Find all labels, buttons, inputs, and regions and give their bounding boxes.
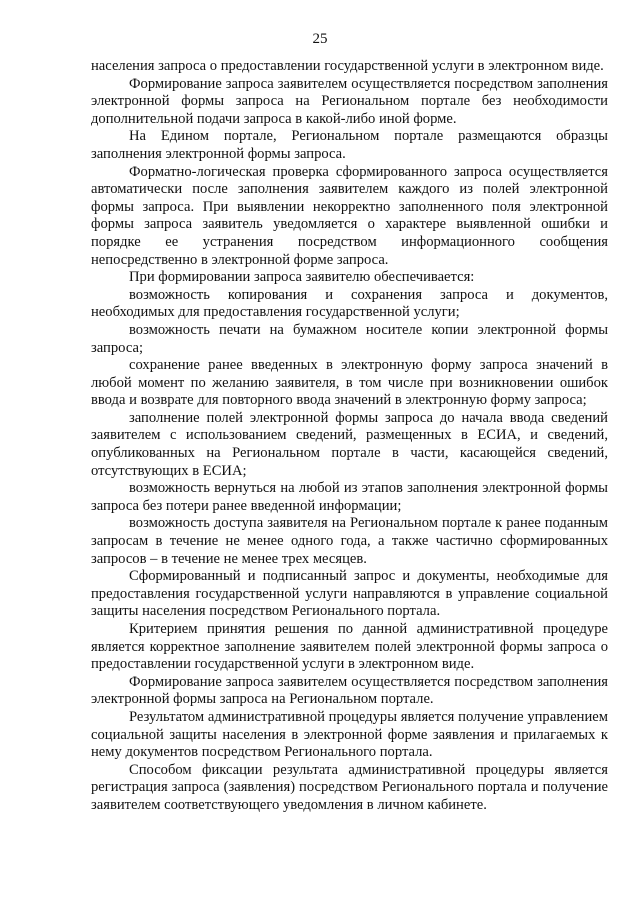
document-body	[91, 58, 608, 815]
paragraph: При формировании запроса заявителю обеспечивается:	[129, 269, 475, 286]
list-item: возможность печати на бумажном носителе копии электронной формы запроса;	[91, 321, 608, 356]
paragraph: На Едином портале, Региональном портале размещаются образцы заполнения электронной формы запроса.	[91, 128, 608, 162]
paragraph: населения запроса о предоставлении государственной услуги в электронном виде.	[91, 58, 604, 74]
paragraph: Формирование запроса заявителем осуществляется посредством заполнения электронной формы запроса на Региональном портале.	[91, 673, 608, 708]
list-item: возможность копирования и сохранения запроса и документов, необходимых для предоставления государственной услуги;	[91, 286, 608, 321]
list-item: возможность доступа заявителя на Региональном портале к ранее поданным запросам в течение не менее одного года, а также частично сформированных запросов – в течение не менее трех месяцев.	[91, 515, 608, 567]
paragraph: Сформированный и подписанный запрос и документы, необходимые для предоставления государственной услуги направляются в управление социальной защиты населения посредством Регионального портала.	[91, 568, 608, 620]
list-item: заполнение полей электронной формы запроса до начала ввода сведений заявителем с использованием сведений, размещенных в ЕСИА, и сведений, опубликованных на Региональном портале в части, касающейся сведений, отсутствующих в ЕСИА;	[91, 409, 608, 479]
paragraph: Способом фиксации результата административной процедуры является регистрация запроса (заявления) посредством Регионального портала и получение заявителем соответствующего уведомления в личном кабинете.	[91, 761, 608, 813]
paragraph: Результатом административной процедуры является получение управлением социальной защиты населения в электронной форме заявления и прилагаемых к нему документов посредством Регионального портала.	[91, 708, 608, 761]
paragraph: Форматно-логическая проверка сформированного запроса осуществляется автоматически после заполнения заявителем каждого из полей электронной формы запроса. При выявлении некорректно заполненного поля электронной формы запроса заявитель уведомляется о характере выявленной ошибки и порядке ее устранения посредством информационного сообщения непосредственно в электронной форме запроса.	[91, 163, 608, 268]
paragraph: Критерием принятия решения по данной административной процедуре является корректное заполнение заявителем полей электронной формы запроса о предоставлении государственной услуги в электронном виде.	[91, 621, 608, 673]
list-item: сохранение ранее введенных в электронную форму запроса значений в любой момент по желанию заявителя, в том числе при возникновении ошибок ввода и возврате для повторного ввода значений в электронную форму запроса;	[91, 357, 608, 409]
paragraph: Формирование запроса заявителем осуществляется посредством заполнения электронной формы запроса на Региональном портале без необходимости дополнительной подачи запроса в какой-либо иной форме.	[91, 75, 608, 127]
page-number: 25	[312, 31, 328, 47]
list-item: возможность вернуться на любой из этапов заполнения электронной формы запроса без потери ранее введенной информации;	[91, 480, 608, 514]
